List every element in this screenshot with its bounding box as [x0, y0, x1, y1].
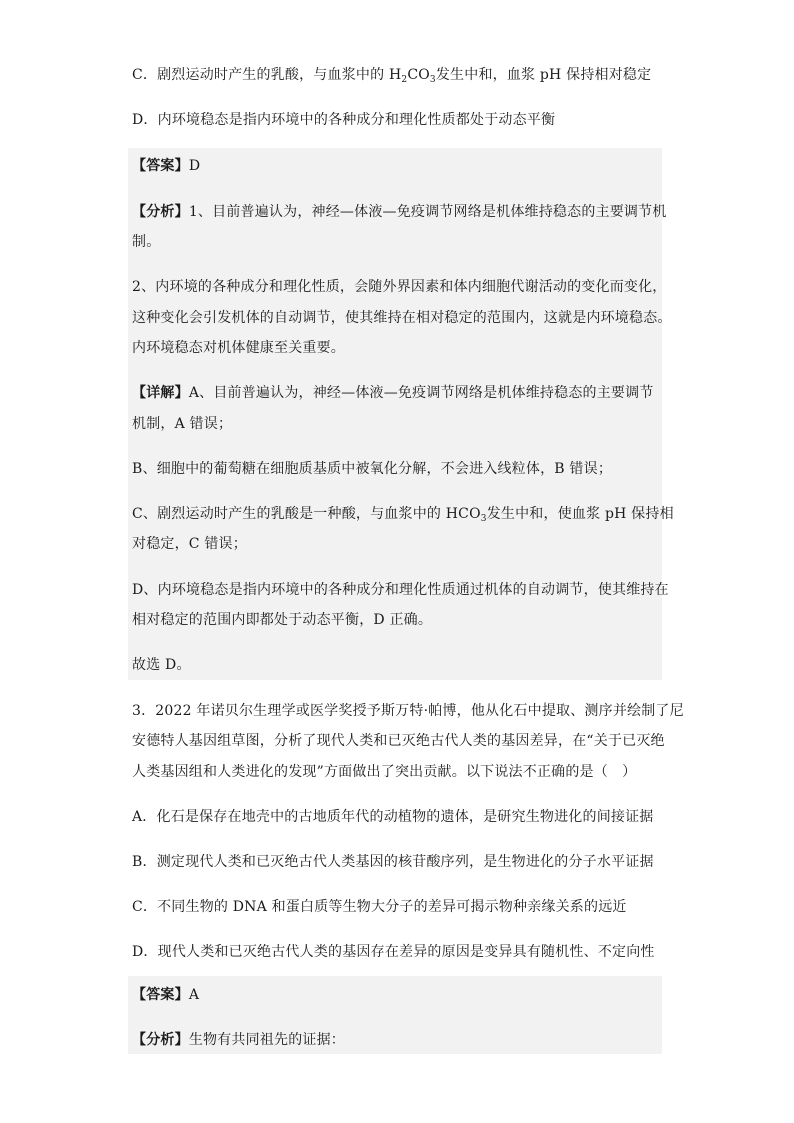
detail-label: 【详解】	[132, 385, 189, 401]
q2-detail-a-line-2: 机制，A 错误；	[132, 416, 233, 432]
answer-value: A	[188, 987, 200, 1003]
q2-analysis-line-1: 【分析】1、目前普遍认为，神经—体液—免疫调节网络是机体维持稳态的主要调节机	[132, 204, 667, 220]
answer-label: 【答案】	[132, 158, 189, 174]
q2-detail-d-line-2: 相对稳定的范围内即都处于动态平衡，D 正确。	[132, 612, 433, 628]
q3-stem-line-1: 3．2022 年诺贝尔生理学或医学奖授予斯万特·帕博，他从化石中提取、测序并绘制了尼	[132, 703, 684, 719]
answer-block-q2	[128, 148, 662, 680]
analysis-label: 【分析】	[132, 1032, 189, 1048]
q2-analysis-line-3: 2、内环境的各种成分和理化性质，会随外界因素和体内细胞代谢活动的变化而变化，	[132, 279, 667, 295]
q3-option-d: D．现代人类和已灭绝古代人类的基因存在差异的原因是变异具有随机性、不定向性	[132, 944, 655, 960]
q3-stem-line-3: 人类基因组和人类进化的发现”方面做出了突出贡献。以下说法不正确的是（ ）	[132, 764, 637, 780]
q3-answer	[132, 986, 199, 1004]
q2-detail-c-line-2: 对稳定，C 错误；	[132, 536, 247, 552]
q2-analysis-line-2: 制。	[132, 234, 161, 250]
q2-detail-a-line-1: 【详解】A、目前普遍认为，神经—体液—免疫调节网络是机体维持稳态的主要调节	[132, 385, 654, 401]
q3-stem-line-2: 安德特人基因组草图，分析了现代人类和已灭绝古代人类的基因差异，在“关于已灭绝	[132, 733, 665, 749]
analysis-label: 【分析】	[132, 204, 189, 220]
q2-detail-d-line-1: D、内环境稳态是指内环境中的各种成分和理化性质通过机体的自动调节，使其维持在	[132, 582, 669, 598]
q2-answer	[132, 157, 200, 175]
q2-detail-b: B、细胞中的葡萄糖在细胞质基质中被氧化分解，不会进入线粒体，B 错误；	[132, 461, 613, 477]
answer-value: D	[188, 158, 201, 174]
q2-option-c: C．剧烈运动时产生的乳酸，与血浆中的 $H_2CO_3$发生中和，血浆 pH 保持相对稳定	[132, 67, 652, 85]
q3-option-c: C．不同生物的 DNA 和蛋白质等生物大分子的差异可揭示物种亲缘关系的远近	[132, 899, 627, 915]
q2-analysis-line-4: 这种变化会引发机体的自动调节，使其维持在相对稳定的范围内，这就是内环境稳态。	[132, 310, 672, 326]
q2-detail-c-line-1: C、剧烈运动时产生的乳酸是一种酸，与血浆中的 $HCO_3$发生中和，使血浆 pH 保持相	[132, 506, 674, 524]
q2-conclusion: 故选 D。	[132, 657, 191, 673]
q2-option-d: D．内环境稳态是指内环境中的各种成分和理化性质都处于动态平衡	[132, 112, 556, 128]
answer-label: 【答案】	[132, 987, 189, 1003]
q3-option-a: A．化石是保存在地壳中的古地质年代的动植物的遗体，是研究生物进化的间接证据	[132, 809, 654, 825]
q3-option-b: B．测定现代人类和已灭绝古代人类基因的核苷酸序列，是生物进化的分子水平证据	[132, 854, 654, 870]
q2-analysis-line-5: 内环境稳态对机体健康至关重要。	[132, 340, 345, 356]
q3-analysis: 【分析】生物有共同祖先的证据：	[132, 1032, 346, 1048]
